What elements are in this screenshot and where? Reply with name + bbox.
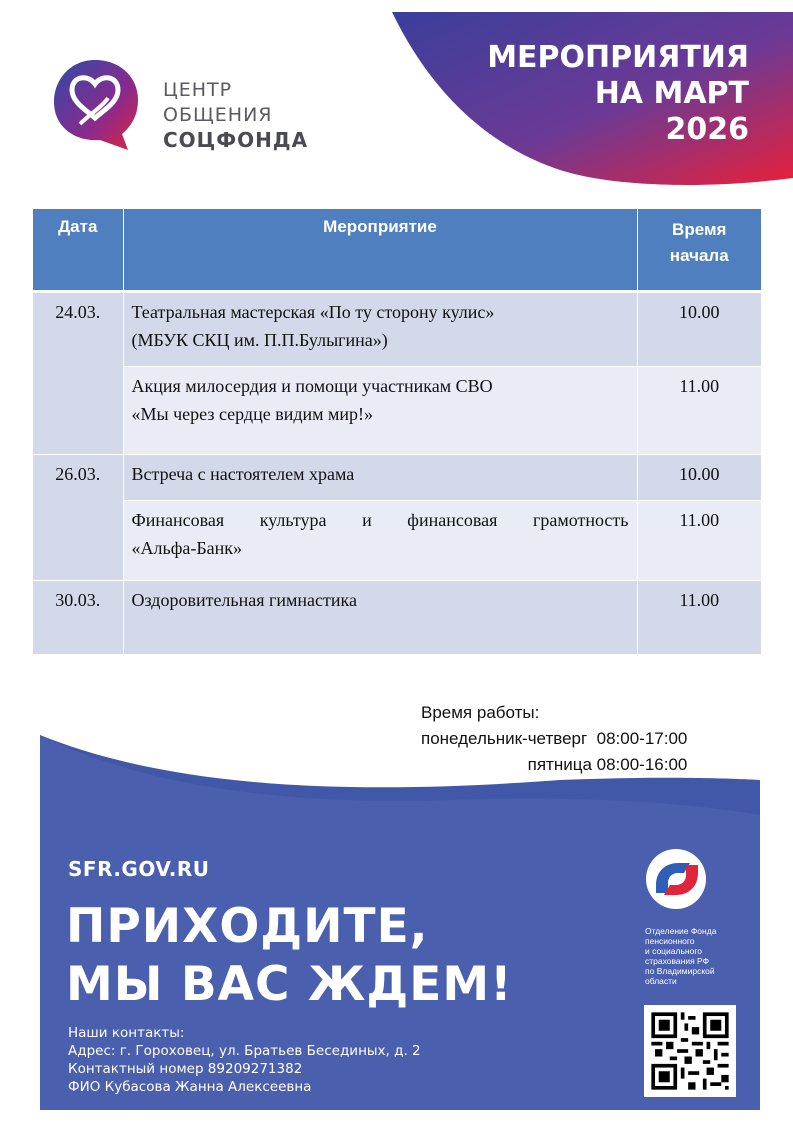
sfr-line-2: пенсионного: [645, 936, 695, 946]
event-line-1: Оздоровительная гимнастика: [131, 589, 358, 610]
event-line-1: Финансовая культура и финансовая грамотность: [131, 509, 629, 530]
row-time: 11.00: [637, 366, 761, 454]
event-line-1: Театральная мастерская «По ту сторону кулис»: [131, 301, 495, 322]
sfr-line-4: страхования РФ: [645, 956, 710, 966]
row-event: [123, 580, 637, 654]
headline-line-2: МЫ ВАС ЖДЕМ!: [66, 957, 513, 1012]
sfr-line-5: по Владимирской: [645, 966, 715, 976]
event-line-2: (МБУК СКЦ им. П.П.Булыгина»): [131, 329, 388, 350]
brand-name: [163, 78, 308, 153]
header-event: Мероприятие: [123, 209, 637, 291]
brand-line-3: СОЦФОНДА: [163, 128, 309, 152]
page-title: [487, 40, 749, 148]
event-line-1: Встреча с настоятелем храма: [131, 463, 355, 484]
hours-label: Время работы:: [421, 703, 540, 722]
contacts-person: ФИО Кубасова Жанна Алексеевна: [68, 1079, 312, 1095]
qr-code-icon: [644, 1005, 736, 1097]
brand-line-2: ОБЩЕНИЯ: [163, 104, 273, 126]
title-line-1: МЕРОПРИЯТИЯ: [487, 40, 749, 75]
sfr-caption: [645, 926, 745, 986]
row-date: 26.03.: [33, 454, 123, 580]
row-date: 30.03.: [33, 580, 123, 654]
row-event: [123, 454, 637, 500]
schedule-table: [33, 209, 761, 655]
title-line-3: 2026: [665, 112, 749, 147]
table-row: [33, 454, 761, 500]
heart-chat-logo-icon: [50, 52, 140, 152]
row-time: 11.00: [637, 500, 761, 580]
header-date: Дата: [33, 209, 123, 291]
table-row: [33, 500, 761, 580]
sfr-line-3: и социального: [645, 946, 702, 956]
row-date: 24.03.: [33, 291, 123, 454]
contacts-label: Наши контакты:: [68, 1025, 185, 1041]
event-line-2: «Альфа-Банк»: [131, 537, 243, 558]
working-hours: [421, 700, 687, 778]
row-time: 10.00: [637, 291, 761, 366]
website-link[interactable]: SFR.GOV.RU: [68, 857, 210, 881]
header-time-line-1: Время: [672, 220, 727, 239]
row-event: [123, 291, 637, 366]
event-line-1: Акция милосердия и помощи участникам СВО: [131, 375, 493, 396]
event-line-2: «Мы через сердце видим мир!»: [131, 403, 374, 424]
sfr-line-1: Отделение Фонда: [645, 926, 717, 936]
table-header-row: [33, 209, 761, 291]
hours-friday: пятница 08:00-16:00: [527, 755, 688, 774]
headline-line-1: ПРИХОДИТЕ,: [66, 899, 429, 954]
row-time: 11.00: [637, 580, 761, 654]
header-time-line-2: начала: [669, 246, 729, 265]
table-row: [33, 366, 761, 454]
row-event: [123, 366, 637, 454]
row-time: 10.00: [637, 454, 761, 500]
sfr-line-6: области: [645, 976, 677, 986]
qr-code[interactable]: [644, 1005, 736, 1097]
title-line-2: НА МАРТ: [594, 76, 749, 111]
contacts-phone: Контактный номер 89209271382: [68, 1061, 303, 1077]
sfr-logo-icon: [642, 849, 712, 909]
footer-headline: [66, 898, 513, 1014]
table-row: [33, 291, 761, 366]
contacts-address: Адрес: г. Гороховец, ул. Братьев Бесединых, д. 2: [68, 1043, 421, 1059]
brand-line-1: ЦЕНТР: [163, 79, 233, 101]
row-event: [123, 500, 637, 580]
table-row: [33, 580, 761, 654]
header-time: [637, 209, 761, 291]
contacts-block: [68, 1024, 421, 1096]
hours-weekdays: понедельник-четверг 08:00-17:00: [421, 729, 688, 748]
